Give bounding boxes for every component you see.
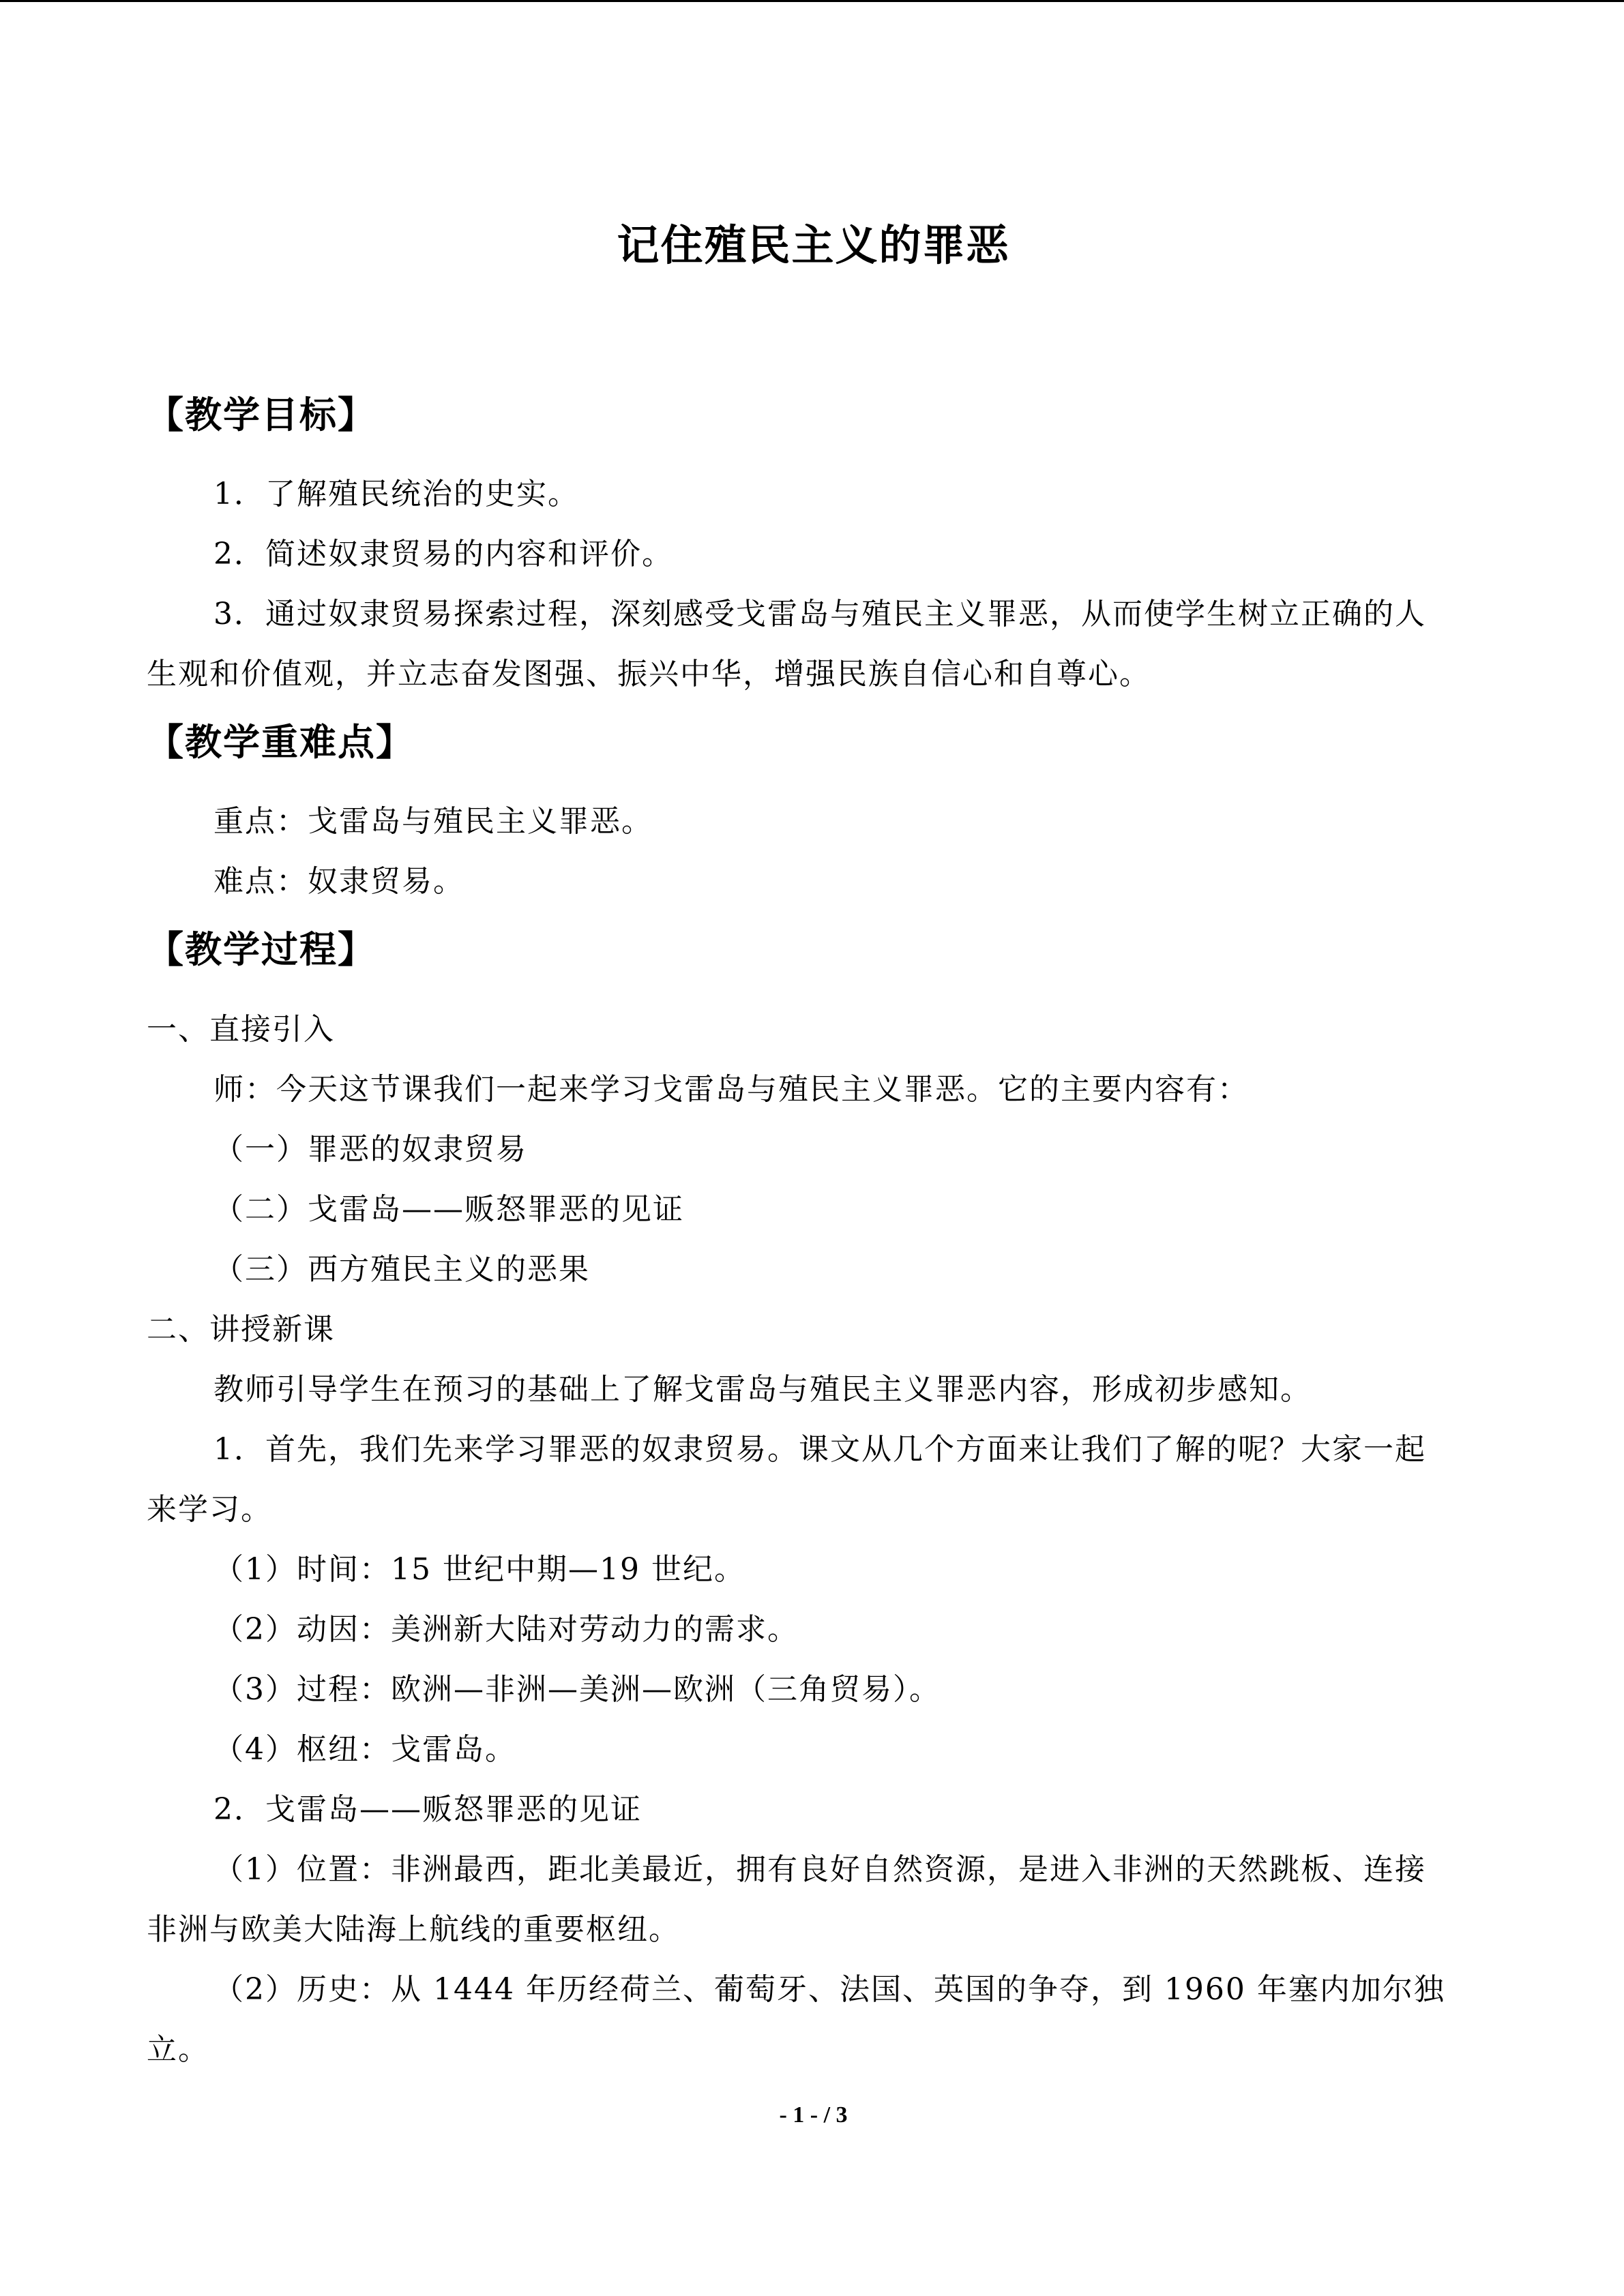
trade-motive: （2）动因：美洲新大陆对劳动力的需求。: [213, 1612, 799, 1647]
content-item-3: （三）西方殖民主义的恶果: [213, 1252, 590, 1287]
content-item-1: （一）罪恶的奴隶贸易: [213, 1132, 527, 1167]
step-2-heading: 2．戈雷岛——贩怒罪恶的见证: [213, 1792, 642, 1827]
teacher-intro: 师：今天这节课我们一起来学习戈雷岛与殖民主义罪恶。它的主要内容有：: [213, 1072, 1249, 1107]
step-1-line-1: 1．首先，我们先来学习罪恶的奴隶贸易。课文从几个方面来让我们了解的呢？大家一起: [213, 1432, 1426, 1467]
document-page: [147, 0, 1480, 2296]
location-line-1: （1）位置：非洲最西，距北美最近，拥有良好自然资源，是进入非洲的天然跳板、连接: [213, 1852, 1426, 1887]
key-point-difficulty: 难点：奴隶贸易。: [213, 864, 464, 899]
step-1-line-2: 来学习。: [147, 1492, 272, 1527]
objective-item-1: 1．了解殖民统治的史实。: [213, 477, 579, 511]
section-heading-objectives: 【教学目标】: [147, 393, 376, 436]
section-heading-process: 【教学过程】: [147, 928, 376, 971]
process-part-2-heading: 二、讲授新课: [147, 1312, 335, 1347]
objective-item-2: 2．简述奴隶贸易的内容和评价。: [213, 537, 673, 571]
trade-process: （3）过程：欧洲—非洲—美洲—欧洲（三角贸易）。: [213, 1672, 941, 1707]
key-point-focus: 重点：戈雷岛与殖民主义罪恶。: [213, 804, 653, 839]
page-number-footer: - 1 - / 3: [779, 2102, 848, 2128]
history-line-1: （2）历史：从 1444 年历经荷兰、葡萄牙、法国、英国的争夺，到 1960 年塞内加尔独: [213, 1972, 1445, 2007]
content-item-2: （二）戈雷岛——贩怒罪恶的见证: [213, 1192, 684, 1227]
objective-item-3-line-1: 3．通过奴隶贸易探索过程，深刻感受戈雷岛与殖民主义罪恶，从而使学生树立正确的人: [213, 597, 1426, 631]
section-heading-key-points: 【教学重难点】: [147, 721, 414, 764]
location-line-2: 非洲与欧美大陆海上航线的重要枢纽。: [147, 1912, 680, 1947]
teacher-guide: 教师引导学生在预习的基础上了解戈雷岛与殖民主义罪恶内容，形成初步感知。: [213, 1372, 1312, 1407]
objective-item-3-line-2: 生观和价值观，并立志奋发图强、振兴中华，增强民族自信心和自尊心。: [147, 657, 1151, 691]
process-part-1-heading: 一、直接引入: [147, 1012, 335, 1047]
document-title: 记住殖民主义的罪恶: [617, 220, 1010, 270]
trade-time: （1）时间：15 世纪中期—19 世纪。: [213, 1552, 745, 1587]
trade-hub: （4）枢纽：戈雷岛。: [213, 1732, 516, 1767]
history-line-2: 立。: [147, 2032, 209, 2067]
